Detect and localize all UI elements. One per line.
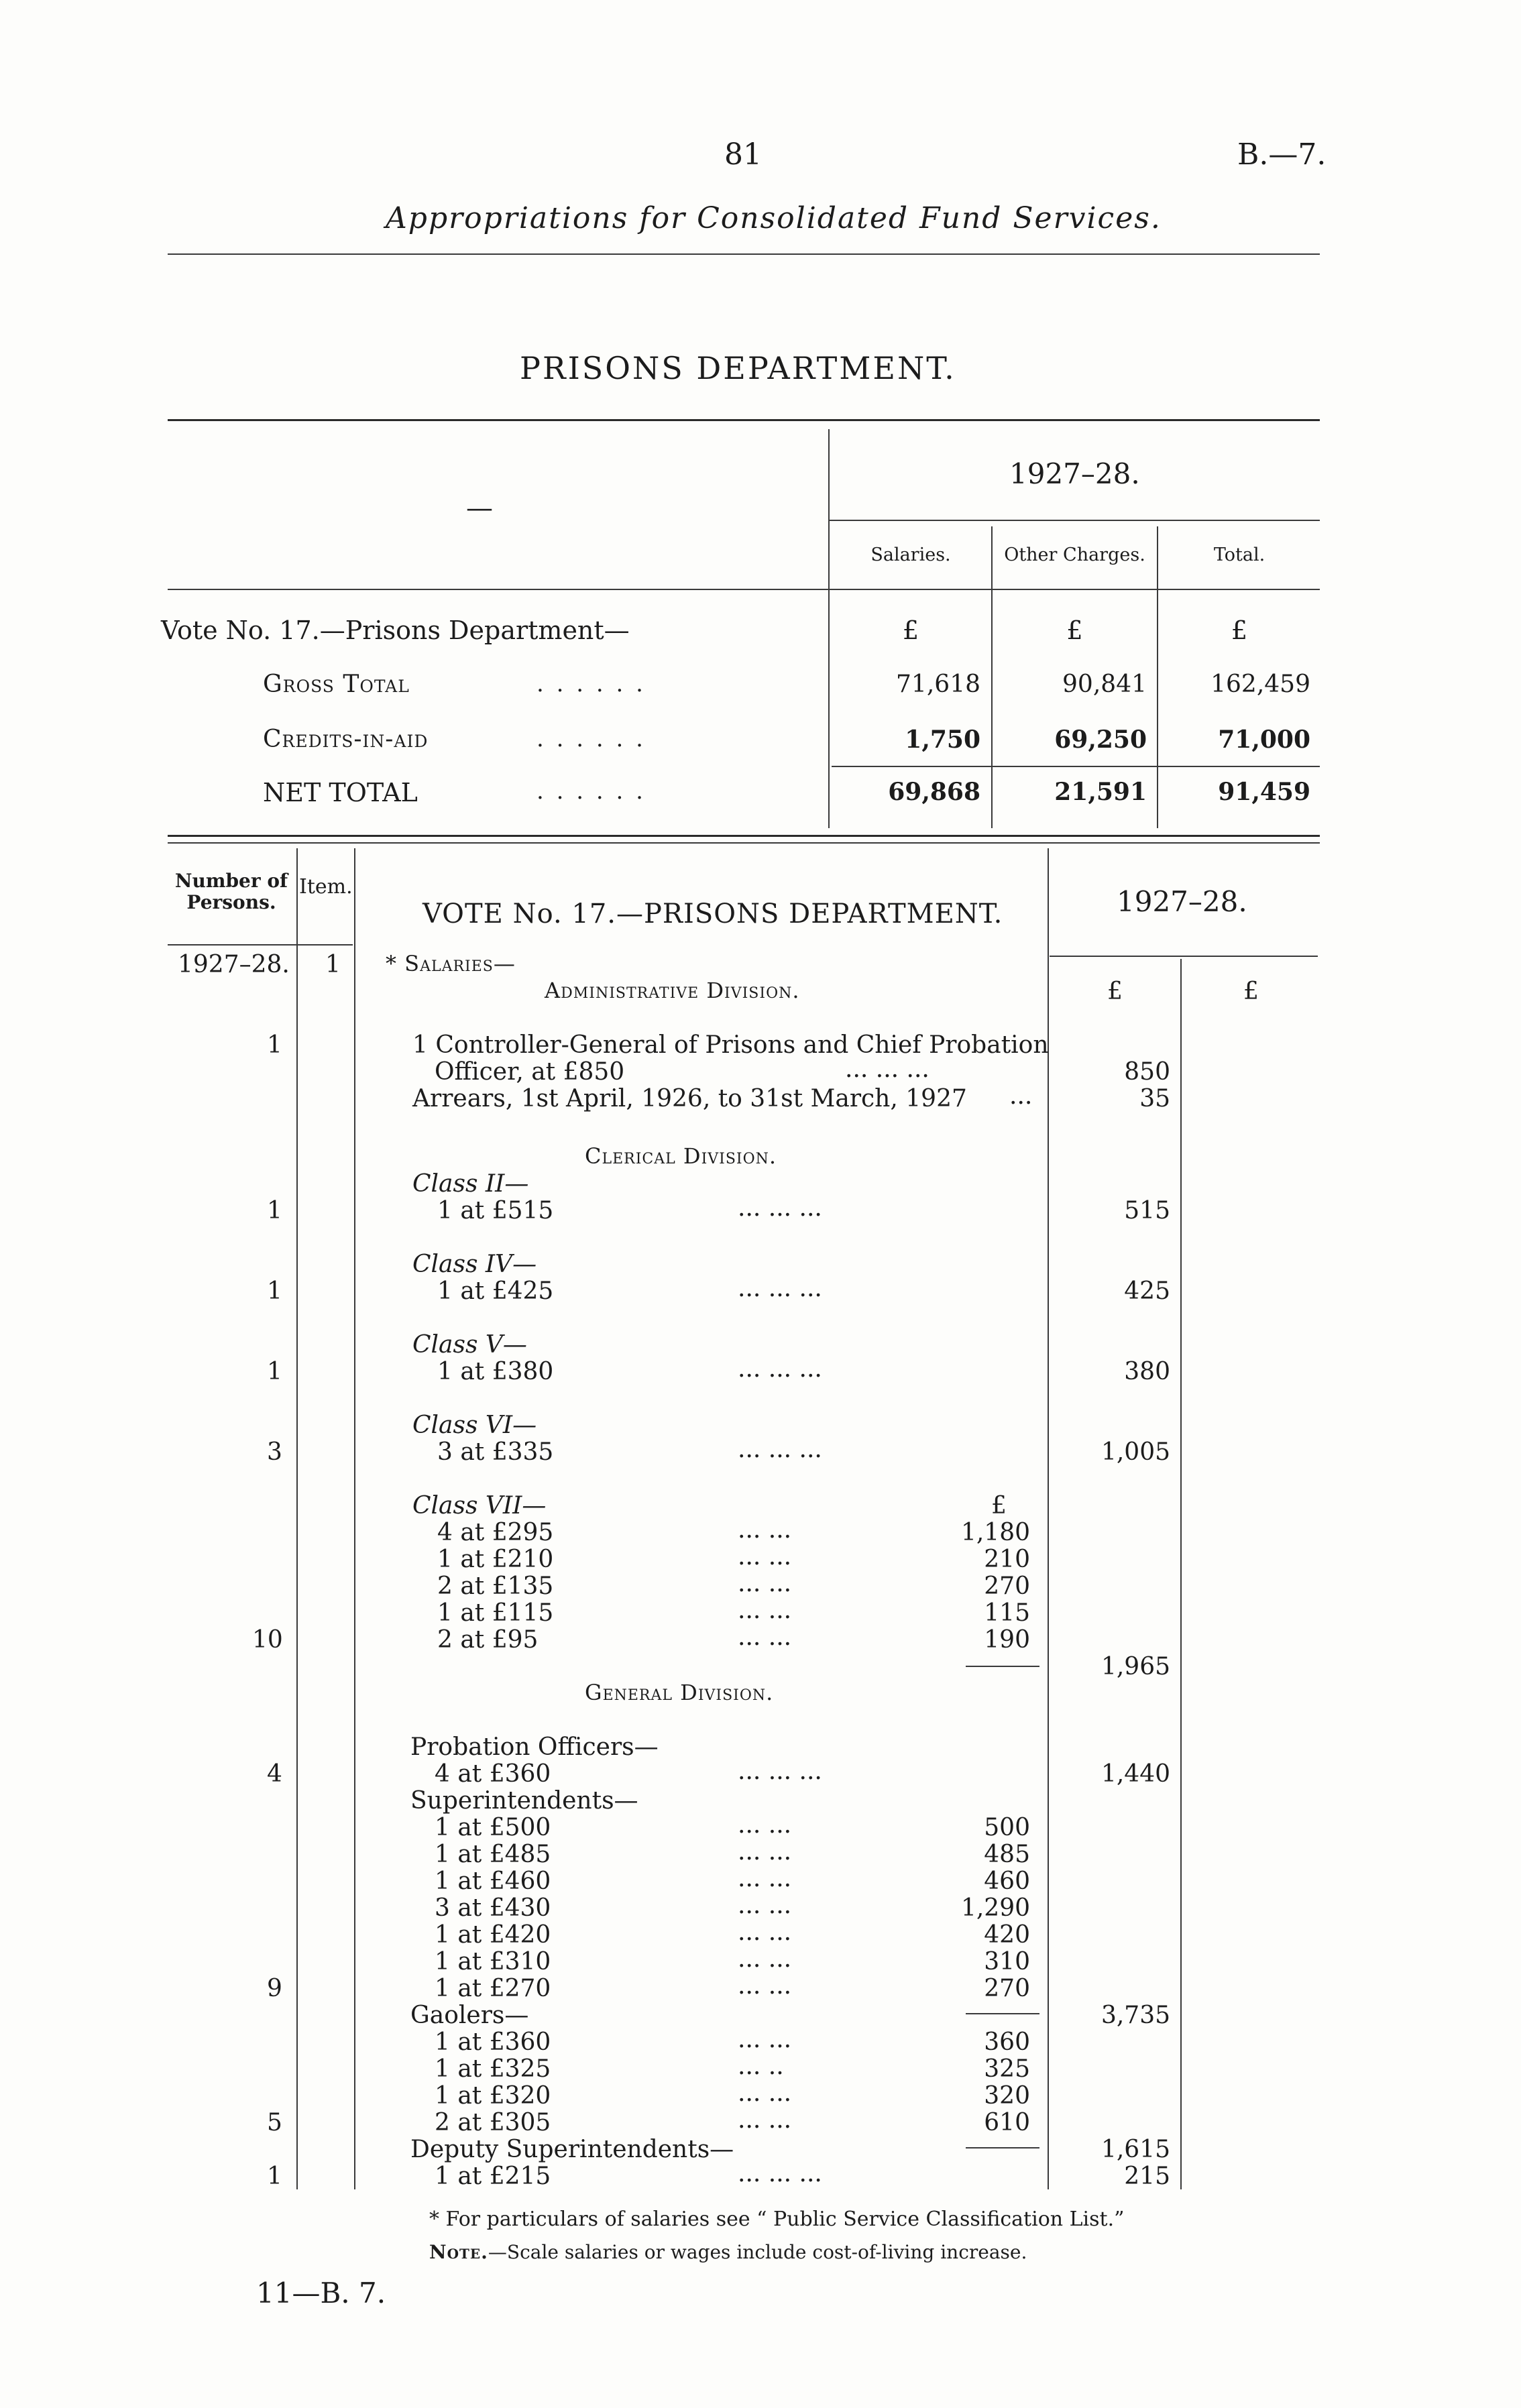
class-dots: ... ... ... [738,1355,822,1383]
gaolers-subtotal-rule [966,2147,1039,2148]
superintendent-line: 1 at £485 [435,1841,551,1868]
summary-header-rule [168,589,1320,590]
detail-col-item: Item. [299,875,353,899]
superintendent-amount: 270 [984,1975,1030,2002]
class-name: Class VI— [412,1412,537,1439]
summary-row-salaries: 69,868 [888,778,980,806]
class7-line: 2 at £135 [437,1572,554,1600]
class-amount: 425 [1124,1277,1170,1305]
admin-line-3: Arrears, 1st April, 1926, to 31st March, 1927 [412,1085,967,1112]
admin-line-3-dots: ... [1009,1082,1033,1110]
summary-vote-label: Vote No. 17.—Prisons Department— [161,616,630,645]
summary-left-header: — [466,493,493,524]
class7-line: 2 at £95 [437,1626,539,1654]
class7-name: Class VII— [412,1492,547,1520]
probation-name: Probation Officers— [410,1733,659,1761]
probation-amount: 1,440 [1101,1760,1170,1788]
department-title: PRISONS DEPARTMENT. [520,350,956,386]
summary-row-total: 71,000 [1218,726,1310,754]
summary-currency-other: £ [1066,616,1083,645]
summary-currency-salaries: £ [902,616,919,645]
superintendent-dots: ... ... [738,1838,792,1866]
class7-dots: ... ... [738,1623,792,1651]
admin-line-1: 1 Controller-General of Prisons and Chief Probation [412,1031,1049,1059]
detail-item-number: 1 [325,951,341,978]
class-persons: 3 [267,1438,282,1466]
header-rule [168,253,1320,255]
clerical-division-heading: Clerical Division. [585,1143,777,1169]
class7-amount: 270 [984,1572,1030,1600]
gaoler-line: 2 at £305 [435,2109,551,2136]
gaoler-amount: 610 [984,2109,1030,2136]
superintendent-line: 1 at £310 [435,1948,551,1975]
class7-currency: £ [991,1492,1007,1520]
class-dots: ... ... ... [738,1275,822,1302]
admin-persons: 1 [267,1031,282,1059]
summary-row-label: NET TOTAL [263,778,418,807]
summary-col-other: Other Charges. [1004,544,1145,565]
class-name: Class V— [412,1331,527,1359]
footnote-note-text: —Scale salaries or wages include cost-of-living increase. [488,2241,1027,2263]
class7-amount: 1,180 [960,1519,1030,1546]
summary-col-divider-1 [991,526,993,828]
class7-dots: ... ... [738,1516,792,1544]
deputy-amount: 215 [1124,2163,1170,2190]
detail-title: VOTE No. 17.—PRISONS DEPARTMENT. [422,899,1003,929]
class-line: 1 at £425 [437,1277,554,1305]
superintendent-amount: 310 [984,1948,1030,1975]
superintendents-total: 3,735 [1101,2002,1170,2029]
class7-dots: ... ... [738,1570,792,1597]
gaoler-dots: ... ... [738,2106,792,2134]
summary-col-total: Total. [1213,544,1265,565]
detail-col-persons: Number of Persons. [174,870,288,913]
class7-dots: ... ... [738,1597,792,1624]
admin-division-heading: Administrative Division. [545,978,800,1003]
summary-row-total: 162,459 [1210,671,1310,698]
admin-line-3-amount: 35 [1139,1085,1170,1112]
class-line: 1 at £380 [437,1358,554,1385]
detail-persons-header-rule [168,944,353,945]
summary-row-total: 91,459 [1218,778,1310,806]
class-name: Class IV— [412,1251,537,1278]
class-amount: 515 [1124,1197,1170,1224]
summary-top-rule [168,419,1320,421]
class7-line: 4 at £295 [437,1519,554,1546]
class-persons: 1 [267,1277,282,1305]
salaries-heading: * Salaries— [386,951,516,976]
gaoler-line: 1 at £360 [435,2028,551,2056]
page-number: 81 [724,137,762,172]
class7-dots: ... ... [738,1543,792,1570]
footnote-note [429,2241,1027,2263]
gaoler-line: 1 at £325 [435,2055,551,2083]
superintendent-line: 1 at £270 [435,1975,551,2002]
superintendent-amount: 500 [984,1814,1030,1841]
superintendents-name: Superintendents— [410,1787,638,1815]
superintendent-amount: 420 [984,1921,1030,1949]
superintendent-amount: 485 [984,1841,1030,1868]
probation-line: 4 at £360 [435,1760,551,1788]
class-persons: 1 [267,1358,282,1385]
detail-year-rule [1050,956,1318,957]
summary-row-salaries: 1,750 [905,726,980,754]
class7-persons: 10 [252,1626,283,1654]
gaoler-dots: ... ... [738,2026,792,2053]
superintendents-persons: 9 [267,1975,282,2002]
summary-divider [828,429,830,828]
summary-row-dots: . . . . . . [537,726,646,752]
superintendent-dots: ... ... [738,1918,792,1946]
gaolers-name: Gaolers— [410,2002,529,2029]
summary-row-other: 69,250 [1054,726,1147,754]
summary-row-dots: . . . . . . [537,778,646,805]
footnote-note-label: Note. [429,2241,488,2263]
superintendent-line: 1 at £420 [435,1921,551,1949]
class-dots: ... ... ... [738,1436,822,1463]
deputy-dots: ... ... ... [738,2160,822,2187]
class-dots: ... ... ... [738,1194,822,1222]
admin-line-2-amount: 850 [1124,1058,1170,1086]
summary-year-rule [828,520,1320,521]
class7-line: 1 at £115 [437,1599,554,1627]
gaolers-total: 1,615 [1101,2136,1170,2163]
class7-total: 1,965 [1101,1653,1170,1680]
detail-persons-year: 1927–28. [178,951,290,978]
gaoler-line: 1 at £320 [435,2082,551,2110]
summary-row-dots: . . . . . . [537,671,646,697]
detail-year: 1927–28. [1117,885,1247,918]
deputy-line: 1 at £215 [435,2163,551,2190]
deputy-persons: 1 [267,2163,282,2190]
summary-bottom-rule-1 [168,835,1320,837]
superintendent-dots: ... ... [738,1865,792,1892]
superintendent-line: 1 at £460 [435,1868,551,1895]
superintendent-dots: ... ... [738,1811,792,1839]
superintendent-line: 3 at £430 [435,1894,551,1922]
summary-col-divider-2 [1157,526,1158,828]
detail-col-line-persons [296,848,298,2189]
gaoler-dots: ... .. [738,2053,784,2080]
total-currency: £ [1243,978,1259,1005]
summary-col-salaries: Salaries. [870,544,951,565]
gaoler-amount: 325 [984,2055,1030,2083]
superintendent-dots: ... ... [738,1892,792,1919]
summary-row-salaries: 71,618 [896,671,980,698]
gaolers-persons: 5 [267,2109,282,2136]
superintendents-subtotal-rule [966,2013,1039,2014]
class-line: 3 at £335 [437,1438,554,1466]
class-name: Class II— [412,1170,529,1198]
doc-reference: B.—7. [1237,137,1327,172]
probation-dots: ... ... ... [738,1758,822,1785]
summary-bottom-rule-2 [168,842,1320,844]
footnote-star: * For particulars of salaries see “ Public Service Classification List.” [429,2208,1125,2231]
class7-amount: 115 [984,1599,1030,1627]
detail-col-line-item [354,848,355,2189]
superintendent-line: 1 at £500 [435,1814,551,1841]
gaoler-amount: 320 [984,2082,1030,2110]
summary-row-other: 90,841 [1062,671,1147,698]
class-line: 1 at £515 [437,1197,554,1224]
general-division-heading: General Division. [585,1680,774,1705]
summary-row-label: Gross Total [263,671,410,698]
gaoler-dots: ... ... [738,2079,792,2107]
class-persons: 1 [267,1197,282,1224]
summary-row-other: 21,591 [1054,778,1147,806]
class7-amount: 190 [984,1626,1030,1654]
admin-line-2-dots: ... ... ... [845,1055,929,1083]
class-amount: 380 [1124,1358,1170,1385]
superintendent-amount: 1,290 [960,1894,1030,1922]
class7-amount: 210 [984,1546,1030,1573]
summary-year: 1927–28. [1009,457,1140,490]
probation-persons: 4 [267,1760,282,1788]
class7-subtotal-rule [966,1666,1039,1667]
summary-currency-total: £ [1231,616,1248,645]
amount-currency: £ [1107,978,1123,1005]
superintendent-dots: ... ... [738,1972,792,2000]
summary-net-rule [832,766,1320,767]
summary-row-label: Credits-in-aid [263,726,429,753]
superintendent-dots: ... ... [738,1945,792,1973]
admin-line-2: Officer, at £850 [435,1058,625,1086]
class-amount: 1,005 [1101,1438,1170,1466]
superintendent-amount: 460 [984,1868,1030,1895]
page-signature: 11—B. 7. [256,2277,386,2309]
page-subtitle: Appropriations for Consolidated Fund Services. [386,201,1162,235]
class7-line: 1 at £210 [437,1546,554,1573]
deputy-name: Deputy Superintendents— [410,2136,734,2163]
gaoler-amount: 360 [984,2028,1030,2056]
detail-col-line-total [1180,959,1182,2189]
